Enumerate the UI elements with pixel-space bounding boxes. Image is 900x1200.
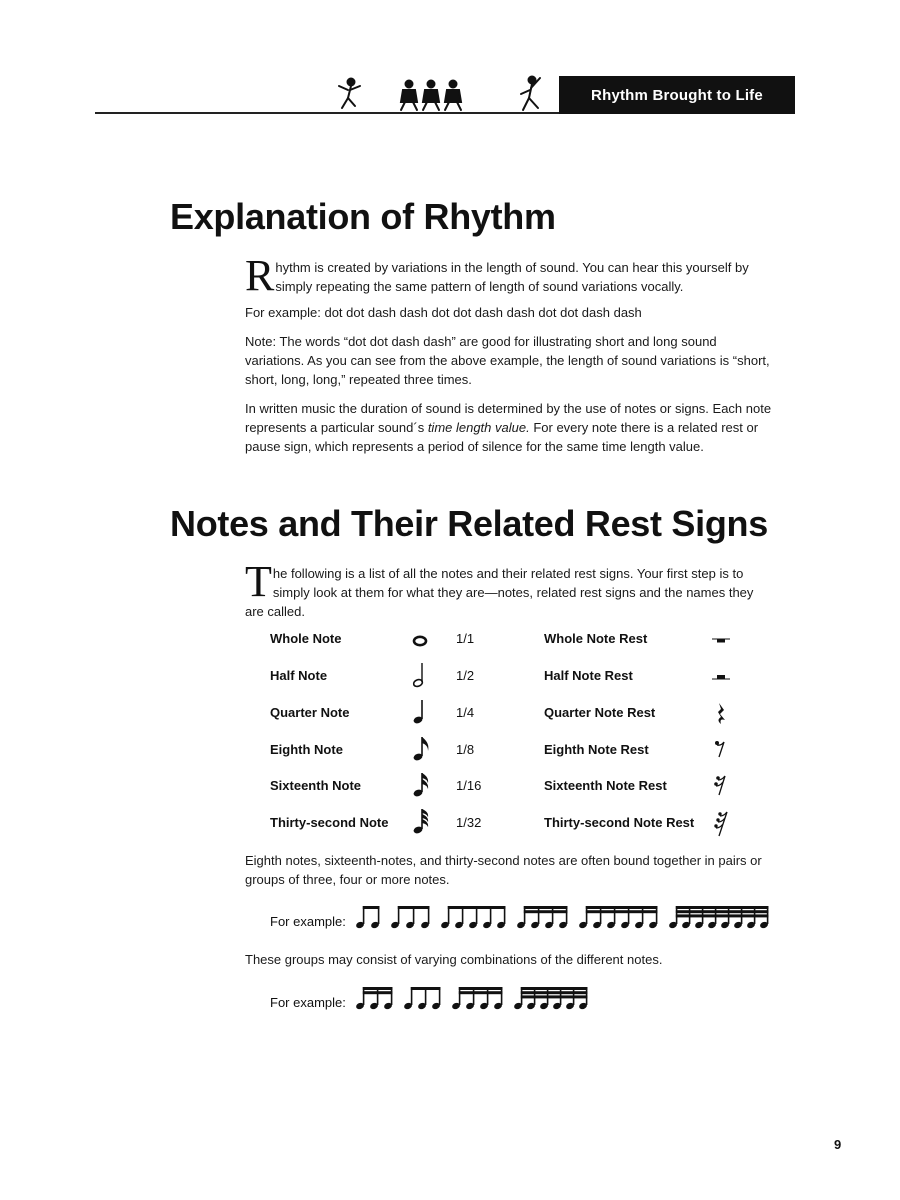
intro-paragraph	[245, 251, 775, 300]
sixteenth-note-icon	[408, 771, 434, 801]
rest-name: Half Note Rest	[544, 668, 633, 683]
quarter-note-icon	[408, 698, 434, 728]
half-rest-icon	[710, 663, 734, 691]
note-name: Thirty-second Note	[270, 815, 389, 830]
note-fraction: 1/16	[456, 778, 482, 793]
section-title: Explanation of Rhythm	[170, 196, 556, 237]
note-groups-paragraph: These groups may consist of varying combinations of the different notes.	[245, 952, 663, 967]
beamed-notes-paragraph: Eighth notes, sixteenth-notes, and thirty-second notes are often bound together in pairs or groups of three, four or more notes.	[245, 853, 762, 887]
note-row	[270, 665, 740, 689]
note-name: Sixteenth Note	[270, 778, 362, 793]
note-fraction: 1/1	[456, 631, 475, 646]
example-label: For example:	[270, 995, 346, 1010]
half-note-icon	[408, 661, 434, 691]
note-name: Quarter Note	[270, 705, 350, 720]
page-number: 9	[834, 1137, 842, 1152]
thirty-second-rest-icon	[710, 810, 734, 838]
note-name: Half Note	[270, 668, 328, 683]
thirty-second-note-icon	[408, 808, 434, 838]
note-name: Eighth Note	[270, 742, 343, 757]
example-label: For example:	[270, 914, 346, 929]
rest-name: Thirty-second Note Rest	[544, 815, 695, 830]
whole-rest-icon	[710, 626, 734, 654]
note-paragraph: Note: The words “dot dot dash dash” are good for illustrating short and long sound variations. As you can see from the above example, the length of sound variations is “short, short, long, long,” repeated three times.	[245, 334, 770, 387]
rest-name: Quarter Note Rest	[544, 705, 656, 720]
drop-cap: T	[245, 557, 272, 606]
intro-text: he following is a list of all the notes and their related rest signs. Your first step is to simply look at them for what they are—notes, related rest signs and the names they are called.	[245, 566, 754, 619]
note-row	[270, 775, 740, 799]
note-row	[270, 628, 740, 652]
written-music-paragraph: In written music the duration of sound is determined by the use of notes or signs. Each note represents a particular sound´s time length value. For every note there is a related rest or pause sign, which represents a period of silence for the same time length value.	[245, 401, 772, 454]
sixteenth-rest-icon	[710, 773, 734, 801]
note-row	[270, 739, 740, 763]
rest-name: Whole Note Rest	[544, 631, 648, 646]
note-fraction: 1/32	[456, 815, 482, 830]
rest-name: Sixteenth Note Rest	[544, 778, 667, 793]
note-fraction: 1/2	[456, 668, 475, 683]
example-text: For example: dot dot dash dash dot dot dash dash dot dot dash dash	[245, 305, 642, 320]
note-fraction: 1/4	[456, 705, 475, 720]
section-label: Rhythm Brought to Life	[559, 76, 795, 114]
intro-text: hythm is created by variations in the length of sound. You can hear this yourself by simply repeating the same pattern of length of sound variations vocally.	[275, 260, 749, 294]
note-row	[270, 812, 740, 836]
note-name: Whole Note	[270, 631, 342, 646]
emphasis-text: time length value.	[427, 420, 530, 435]
mixed-beamed-notes-example-icon	[354, 983, 614, 1011]
whole-note-icon	[408, 624, 434, 654]
eighth-rest-icon	[710, 737, 734, 765]
drop-cap: R	[245, 251, 275, 300]
intro-paragraph	[245, 557, 775, 621]
dancing-figures-icon	[335, 72, 550, 114]
quarter-rest-icon	[710, 700, 734, 728]
rest-name: Eighth Note Rest	[544, 742, 649, 757]
beamed-notes-example-icon	[354, 902, 774, 930]
note-row	[270, 702, 740, 726]
eighth-note-icon	[408, 735, 434, 765]
section-title: Notes and Their Related Rest Signs	[170, 503, 768, 544]
note-fraction: 1/8	[456, 742, 475, 757]
